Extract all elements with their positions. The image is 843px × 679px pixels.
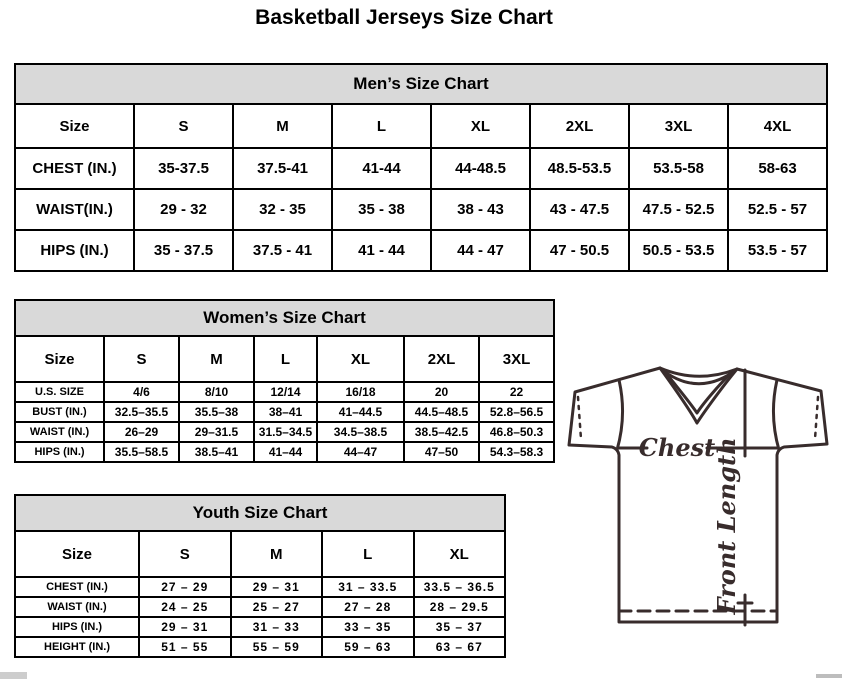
column-header: 3XL: [479, 336, 554, 382]
chart-title: Youth Size Chart: [15, 495, 505, 531]
column-header: L: [322, 531, 414, 577]
size-value-cell: 44.5–48.5: [404, 402, 479, 422]
size-value-cell: 38.5–41: [179, 442, 254, 462]
size-value-cell: 35.5–58.5: [104, 442, 179, 462]
table-row: [15, 617, 505, 637]
row-label: BUST (IN.): [15, 402, 104, 422]
column-header: S: [134, 104, 233, 148]
jersey-outline: [569, 368, 827, 622]
size-value-cell: 53.5 - 57: [728, 230, 827, 271]
row-label: WAIST (IN.): [15, 422, 104, 442]
column-header: L: [254, 336, 317, 382]
row-label: WAIST (IN.): [15, 597, 139, 617]
column-header: 2XL: [404, 336, 479, 382]
column-header: M: [231, 531, 323, 577]
row-label: CHEST (IN.): [15, 577, 139, 597]
size-value-cell: 58-63: [728, 148, 827, 189]
table-row: [15, 230, 827, 271]
size-value-cell: 38.5–42.5: [404, 422, 479, 442]
size-value-cell: 31 – 33: [231, 617, 323, 637]
size-value-cell: 27 – 28: [322, 597, 414, 617]
horizontal-scrollbar-fragment-left[interactable]: [0, 672, 27, 679]
size-value-cell: 38–41: [254, 402, 317, 422]
size-value-cell: 35 - 37.5: [134, 230, 233, 271]
size-value-cell: 34.5–38.5: [317, 422, 404, 442]
row-label: CHEST (IN.): [15, 148, 134, 189]
column-header: XL: [414, 531, 506, 577]
right-armhole-seam: [773, 380, 779, 450]
size-value-cell: 55 – 59: [231, 637, 323, 657]
size-value-cell: 32 - 35: [233, 189, 332, 230]
size-value-cell: 8/10: [179, 382, 254, 402]
size-value-cell: 32.5–35.5: [104, 402, 179, 422]
size-value-cell: 24 – 25: [139, 597, 231, 617]
column-header: Size: [15, 531, 139, 577]
size-value-cell: 63 – 67: [414, 637, 506, 657]
size-value-cell: 31.5–34.5: [254, 422, 317, 442]
table-row: [15, 637, 505, 657]
column-header: Size: [15, 336, 104, 382]
size-value-cell: 29–31.5: [179, 422, 254, 442]
column-header: XL: [431, 104, 530, 148]
size-value-cell: 41 - 44: [332, 230, 431, 271]
column-header: L: [332, 104, 431, 148]
size-value-cell: 26–29: [104, 422, 179, 442]
size-value-cell: 29 – 31: [231, 577, 323, 597]
table-row: [15, 402, 554, 422]
size-value-cell: 37.5-41: [233, 148, 332, 189]
size-value-cell: 47.5 - 52.5: [629, 189, 728, 230]
size-value-cell: 59 – 63: [322, 637, 414, 657]
youth-size-chart-table: [14, 494, 506, 658]
size-value-cell: 22: [479, 382, 554, 402]
column-header: 3XL: [629, 104, 728, 148]
size-value-cell: 4/6: [104, 382, 179, 402]
size-value-cell: 16/18: [317, 382, 404, 402]
size-value-cell: 33 – 35: [322, 617, 414, 637]
horizontal-scrollbar-fragment-right[interactable]: [816, 674, 842, 678]
column-header: S: [104, 336, 179, 382]
size-value-cell: 52.5 - 57: [728, 189, 827, 230]
size-value-cell: 35.5–38: [179, 402, 254, 422]
size-value-cell: 37.5 - 41: [233, 230, 332, 271]
row-label: HIPS (IN.): [15, 230, 134, 271]
size-value-cell: 41–44.5: [317, 402, 404, 422]
size-value-cell: 47–50: [404, 442, 479, 462]
size-value-cell: 33.5 – 36.5: [414, 577, 506, 597]
size-value-cell: 35 – 37: [414, 617, 506, 637]
column-header: XL: [317, 336, 404, 382]
table-row: [15, 597, 505, 617]
row-label: HIPS (IN.): [15, 442, 104, 462]
size-value-cell: 38 - 43: [431, 189, 530, 230]
column-header: M: [179, 336, 254, 382]
row-label: WAIST(IN.): [15, 189, 134, 230]
mens-size-chart-table: [14, 63, 828, 272]
size-value-cell: 43 - 47.5: [530, 189, 629, 230]
size-value-cell: 44–47: [317, 442, 404, 462]
column-header: 2XL: [530, 104, 629, 148]
chest-label: Chest: [638, 433, 716, 462]
chart-title: Men’s Size Chart: [15, 64, 827, 104]
size-value-cell: 20: [404, 382, 479, 402]
size-value-cell: 35 - 38: [332, 189, 431, 230]
row-label: U.S. SIZE: [15, 382, 104, 402]
jersey-measurement-diagram: [555, 360, 840, 665]
column-header: 4XL: [728, 104, 827, 148]
size-value-cell: 35-37.5: [134, 148, 233, 189]
size-value-cell: 44 - 47: [431, 230, 530, 271]
column-header: Size: [15, 104, 134, 148]
table-row: [15, 382, 554, 402]
left-armhole-seam: [617, 380, 623, 450]
table-row: [15, 422, 554, 442]
size-value-cell: 47 - 50.5: [530, 230, 629, 271]
table-row: [15, 577, 505, 597]
front-length-label: Front Length: [712, 437, 741, 615]
size-value-cell: 25 – 27: [231, 597, 323, 617]
size-value-cell: 28 – 29.5: [414, 597, 506, 617]
table-row: [15, 442, 554, 462]
size-value-cell: 12/14: [254, 382, 317, 402]
left-cuff-dashed-line: [578, 397, 581, 439]
size-value-cell: 31 – 33.5: [322, 577, 414, 597]
size-value-cell: 44-48.5: [431, 148, 530, 189]
size-value-cell: 51 – 55: [139, 637, 231, 657]
size-value-cell: 46.8–50.3: [479, 422, 554, 442]
size-value-cell: 50.5 - 53.5: [629, 230, 728, 271]
table-row: [15, 148, 827, 189]
page-title: Basketball Jerseys Size Chart: [255, 6, 553, 29]
column-header: M: [233, 104, 332, 148]
row-label: HEIGHT (IN.): [15, 637, 139, 657]
size-value-cell: 29 - 32: [134, 189, 233, 230]
chart-title: Women’s Size Chart: [15, 300, 554, 336]
column-header: S: [139, 531, 231, 577]
size-value-cell: 48.5-53.5: [530, 148, 629, 189]
row-label: HIPS (IN.): [15, 617, 139, 637]
size-value-cell: 29 – 31: [139, 617, 231, 637]
womens-size-chart-table: [14, 299, 555, 463]
size-value-cell: 52.8–56.5: [479, 402, 554, 422]
right-cuff-dashed-line: [815, 397, 818, 439]
size-value-cell: 27 – 29: [139, 577, 231, 597]
size-value-cell: 53.5-58: [629, 148, 728, 189]
table-row: [15, 189, 827, 230]
size-value-cell: 41-44: [332, 148, 431, 189]
size-value-cell: 41–44: [254, 442, 317, 462]
size-value-cell: 54.3–58.3: [479, 442, 554, 462]
